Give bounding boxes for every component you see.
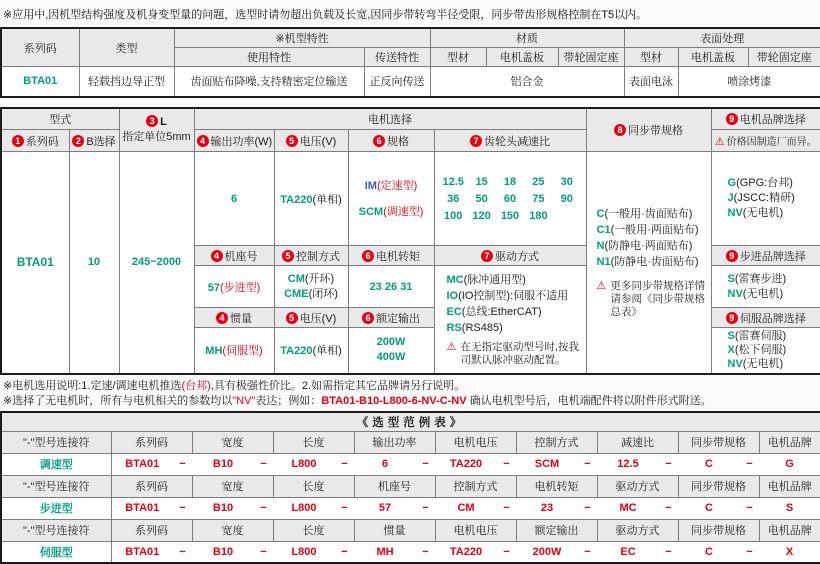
header-inertia: 4 惯量: [194, 308, 274, 328]
example-header-row-stepper: "-"型号连接符 系列码 宽度 长度 机座号 控制方式 电机转矩 驱动方式 同步带规格 电机品牌: [1, 475, 820, 497]
marker-6-icon: 6: [362, 250, 374, 262]
belt-item: C(一般用·齿面贴布): [597, 206, 709, 222]
rated-output-values: 200W 400W: [348, 328, 434, 374]
spec-series-value: BTA01: [1, 67, 79, 97]
spec-header-cover-2: 电机盖板: [678, 48, 748, 67]
frame-size-value: 57(步进型): [194, 266, 274, 308]
belt-item: N(防静电·两面贴布): [597, 238, 709, 254]
header-rated-output: 6 额定输出: [348, 308, 434, 328]
drive-note: ⚠ 在无指定驱动型号时,按我司默认脉冲驱动配置。: [447, 341, 584, 367]
example-header-row-speed: "-"型号连接符 系列码 宽度 长度 输出功率 电机电压 控制方式 减速比 同步带规格 电机品牌: [1, 431, 820, 453]
marker-6-icon: 6: [373, 135, 385, 147]
spacer: [0, 98, 820, 107]
header-motor-select: 电机选择: [194, 108, 586, 130]
series-value: BTA01: [1, 152, 69, 374]
marker-8-icon: 8: [614, 124, 626, 136]
spec-header-pulley-2: 带轮固定座: [748, 48, 820, 67]
example-value-row-stepper: 步进型 BTA01 − B10 − L800 − 57 − CM − 23 − MC − C − S: [1, 497, 820, 519]
spec-values: [348, 152, 434, 246]
ctrl-cm: CM(开环): [277, 272, 346, 287]
stepper-item: NV(无电机): [728, 287, 819, 302]
marker-6-icon: 6: [362, 312, 374, 324]
marker-9-icon: 9: [726, 113, 738, 125]
header-control-mode: 5 控制方式: [274, 246, 348, 266]
brand-price-note: ⚠ 价格因制造厂而异。: [711, 130, 820, 152]
marker-9-icon: 9: [726, 312, 738, 324]
stepper-item: S(雷赛步进): [728, 272, 819, 287]
torque-values: 23 26 31: [348, 266, 434, 308]
spec-table: [0, 27, 820, 98]
spec-header-surface: 表面处理: [624, 28, 820, 48]
header-frame-size: 4 机座号: [194, 246, 274, 266]
spec-header-pulley-1: 带轮固定座: [558, 48, 624, 67]
marker-4-icon: 4: [216, 312, 228, 324]
header-spec: 6 规格: [348, 130, 434, 152]
spec-material-value: 铝合金: [430, 67, 624, 97]
belt-spec-cell: [586, 152, 711, 374]
warning-icon: ⚠: [447, 341, 457, 354]
header-motor-brand: 9 电机品牌选择: [711, 108, 820, 130]
spec-header-profile-2: 型材: [624, 48, 678, 67]
spec-usage-value: 齿面贴布降噪,支持精密定位输送: [174, 67, 364, 97]
spec-header-series: 系列码: [1, 28, 79, 67]
spec-im: IM(定速型): [351, 173, 432, 199]
spec-type-value: 轻载挡边导正型: [79, 67, 174, 97]
b-value: 10: [69, 152, 119, 374]
example-value-row-servo: 伺服型 BTA01 − B10 − L800 − MH − TA220 − 200W − EC − C − X: [1, 541, 820, 563]
spec-scm: SCM(调速型): [351, 199, 432, 225]
power-value: 6: [194, 152, 274, 246]
drive-item: MC(脉冲通用型): [447, 272, 584, 288]
ctrl-cme: CME(闭环): [277, 287, 346, 302]
header-length: 3 L 指定单位5mm: [119, 108, 194, 152]
servo-item: NV(无电机): [728, 357, 819, 371]
spec-header-transfer: 传送特性: [364, 48, 430, 67]
header-output-power: 4 输出功率(W): [194, 130, 274, 152]
header-voltage-2: 5 电压(V): [274, 308, 348, 328]
marker-5-icon: 5: [286, 135, 298, 147]
marker-4-icon: 4: [197, 135, 209, 147]
belt-note: ⚠ 更多同步带规格详情请参阅《同步带规格总表》: [597, 280, 709, 319]
note-line-1: ※电机选用说明:1.定速/调速电机推选(台邦),具有极强性价比。2.如需指定其它品牌请另行说明。: [3, 379, 817, 394]
marker-2-icon: 2: [72, 135, 84, 147]
header-gear-ratio: 7 齿轮头减速比: [434, 130, 586, 152]
voltage-2-value: TA220(单相): [274, 328, 348, 374]
spec-header-feature: ※机型特性: [174, 28, 430, 48]
spec-transfer-value: 正反向传送: [364, 67, 430, 97]
servo-brand-options: [711, 328, 820, 374]
example-header-row-servo: "-"型号连接符 系列码 宽度 长度 惯量 电机电压 额定输出 驱动方式 同步带规格 电机品牌: [1, 519, 820, 541]
header-model-type: 型式: [1, 108, 119, 130]
brand-item: J(JSCC:精研): [728, 191, 819, 206]
spec-header-material: 材质: [430, 28, 624, 48]
header-servo-brand: 9 伺服品牌选择: [711, 308, 820, 328]
inertia-value: MH(伺服型): [194, 328, 274, 374]
spec-header-profile-1: 型材: [430, 48, 486, 67]
header-series-code: 1 系列码: [1, 130, 69, 152]
marker-5-icon: 5: [286, 312, 298, 324]
spec-header-usage: 使用特性: [174, 48, 364, 67]
drive-item: RS(RS485): [447, 320, 584, 336]
stepper-brand-options: [711, 266, 820, 308]
marker-5-icon: 5: [282, 250, 294, 262]
header-motor-torque: 6 电机转矩: [348, 246, 434, 266]
gear-ratio-values: 12.5 15 18 25 30 36 50 60 75 90 100 120 150 180: [434, 152, 586, 246]
spec-surface-profile-value: 表面电泳: [624, 67, 678, 97]
header-voltage: 5 电压(V): [274, 130, 348, 152]
header-belt-spec: 8 同步带规格: [586, 108, 711, 152]
spec-header-cover-1: 电机盖板: [486, 48, 558, 67]
example-value-row-speed: 调速型 BTA01 − B10 − L800 − 6 − TA220 − SCM − 12.5 − C − G: [1, 453, 820, 475]
motor-brand-options: [711, 152, 820, 246]
note-line-2: ※选择了无电机时，所有与电机相关的参数均以"NV"表达；例如：BTA01-B10-L800-6-NV-C-NV 确认电机型号后，电机端配件将以附件形式附送。: [3, 394, 817, 409]
drive-item: EC(总线:EtherCAT): [447, 304, 584, 320]
marker-7-icon: 7: [481, 250, 493, 262]
spec-header-type: 类型: [79, 28, 174, 67]
warning-icon: ⚠: [715, 136, 725, 148]
servo-item: S(雷赛伺服): [728, 329, 819, 343]
marker-3-icon: 3: [146, 115, 158, 127]
example-table: [0, 411, 820, 564]
length-value: 245~2000: [119, 152, 194, 374]
drive-item: IO(IO控制型):伺服不适用: [447, 288, 584, 304]
belt-item: C1(一般用·两面贴布): [597, 222, 709, 238]
voltage-value: TA220(单相): [274, 152, 348, 246]
marker-1-icon: 1: [12, 135, 24, 147]
belt-item: N1(防静电·齿面贴布): [597, 254, 709, 270]
header-drive-mode: 7 驱动方式: [434, 246, 586, 266]
control-mode-values: [274, 266, 348, 308]
header-b-select: 2 B选择: [69, 130, 119, 152]
selection-notes: [0, 375, 820, 411]
selection-table: [0, 107, 820, 375]
spec-surface-coating-value: 喷涂烤漆: [678, 67, 820, 97]
header-stepper-brand: 9 步进品牌选择: [711, 246, 820, 266]
warning-icon: ⚠: [597, 280, 607, 293]
top-usage-note: ※应用中,因机型结构强度及机身变型量的问题，选型时请勿超出负载及长宽,因同步带转弯半径受限，同步带齿形规格控制在T5以内。: [0, 0, 820, 27]
brand-item: G(GPG:台邦): [728, 176, 819, 191]
drive-mode-cell: [434, 266, 586, 374]
marker-4-icon: 4: [211, 250, 223, 262]
servo-item: X(松下伺服): [728, 343, 819, 357]
marker-9-icon: 9: [726, 250, 738, 262]
marker-7-icon: 7: [470, 135, 482, 147]
example-table-caption: 《选型范例表》: [1, 412, 820, 432]
brand-item: NV(无电机): [728, 206, 819, 221]
